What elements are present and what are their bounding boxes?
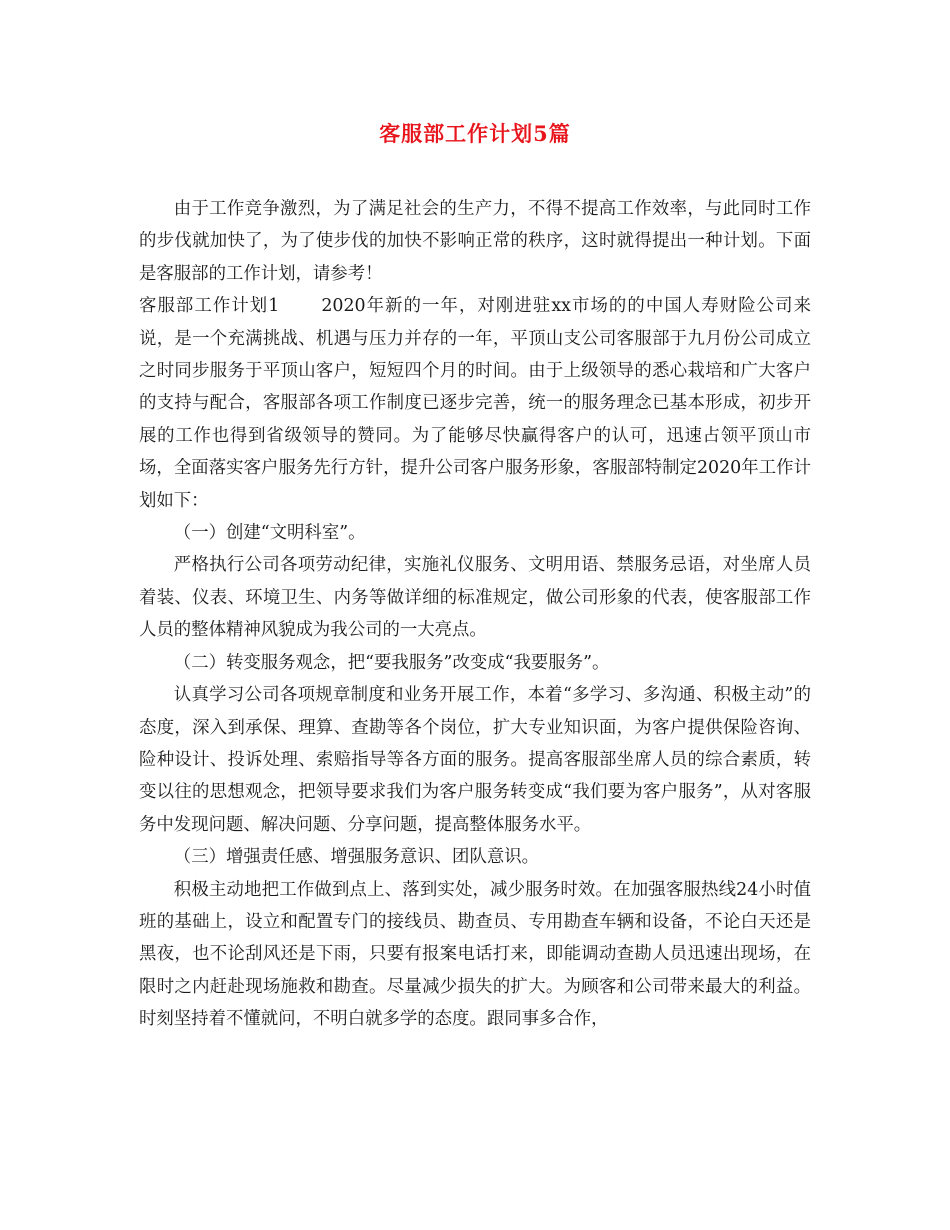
plan1-text: 2020年新的一年，对刚进驻xx市场的的中国人寿财险公司来说，是一个充满挑战、机遇与压力并存的一年，平顶山支公司客服部于九月份公司成立之时同步服务于平顶山客户，短短四个月的时间。由于上级领导的悉心栽培和广大客户的支持与配合，客服部各项工作制度已逐步完善，统一的服务理念已基本形成，初步开展的工作也得到省级领导的赞同。为了能够尽快赢得客户的认可，迅速占领平顶山市场，全面落实客户服务先行方针，提升公司客户服务形象，客服部特制定2020年工作计划如下： [139,296,811,511]
section2-paragraph: 认真学习公司各项规章制度和业务开展工作，本着“多学习、多沟通、积极主动”的态度，深入到承保、理算、查勘等各个岗位，扩大专业知识面，为客户提供保险咨询、险种设计、投诉处理、索赔指导等各方面的服务。提高客服部坐席人员的综合素质，转变以往的思想观念，把领导要求我们为客户服务转变成“我们要为客户服务”，从对客服务中发现问题、解决问题、分享问题，提高整体服务水平。 [139,685,811,835]
plan1-label: 客服部工作计划1 [139,296,280,317]
section1-heading: （一）创建“文明科室”。 [173,523,366,544]
plan1-paragraph [139,290,811,517]
section3-paragraph: 积极主动地把工作做到点上、落到实处，减少服务时效。在加强客服热线24小时值班的基础上，设立和配置专门的接线员、勘查员、专用勘查车辆和设备，不论白天还是黑夜，也不论刮风还是下雨，只要有报案电话打来，即能调动查勘人员迅速出现场，在限时之内赶赴现场施救和勘查。尽量减少损失的扩大。为顾客和公司带来最大的利益。时刻坚持着不懂就问，不明白就多学的态度。跟同事多合作， [139,879,811,1030]
section3-heading: （三）增强责任感、增强服务意识、团队意识。 [173,847,540,868]
section1-paragraph: 严格执行公司各项劳动纪律，实施礼仪服务、文明用语、禁服务忌语，对坐席人员着装、仪表、环境卫生、内务等做详细的标准规定，做公司形象的代表，使客服部工作人员的整体精神风貌成为我公司的一大亮点。 [139,555,811,641]
intro-paragraph: 由于工作竞争激烈，为了满足社会的生产力，不得不提高工作效率，与此同时工作的步伐就加快了，为了使步伐的加快不影响正常的秩序，这时就得提出一种计划。下面是客服部的工作计划，请参考！ [139,199,811,284]
document-body [139,193,811,1036]
document-title: 客服部工作计划5篇 [379,121,571,146]
section2-heading: （二）转变服务观念，把“要我服务”改变成“我要服务”。 [173,652,610,673]
